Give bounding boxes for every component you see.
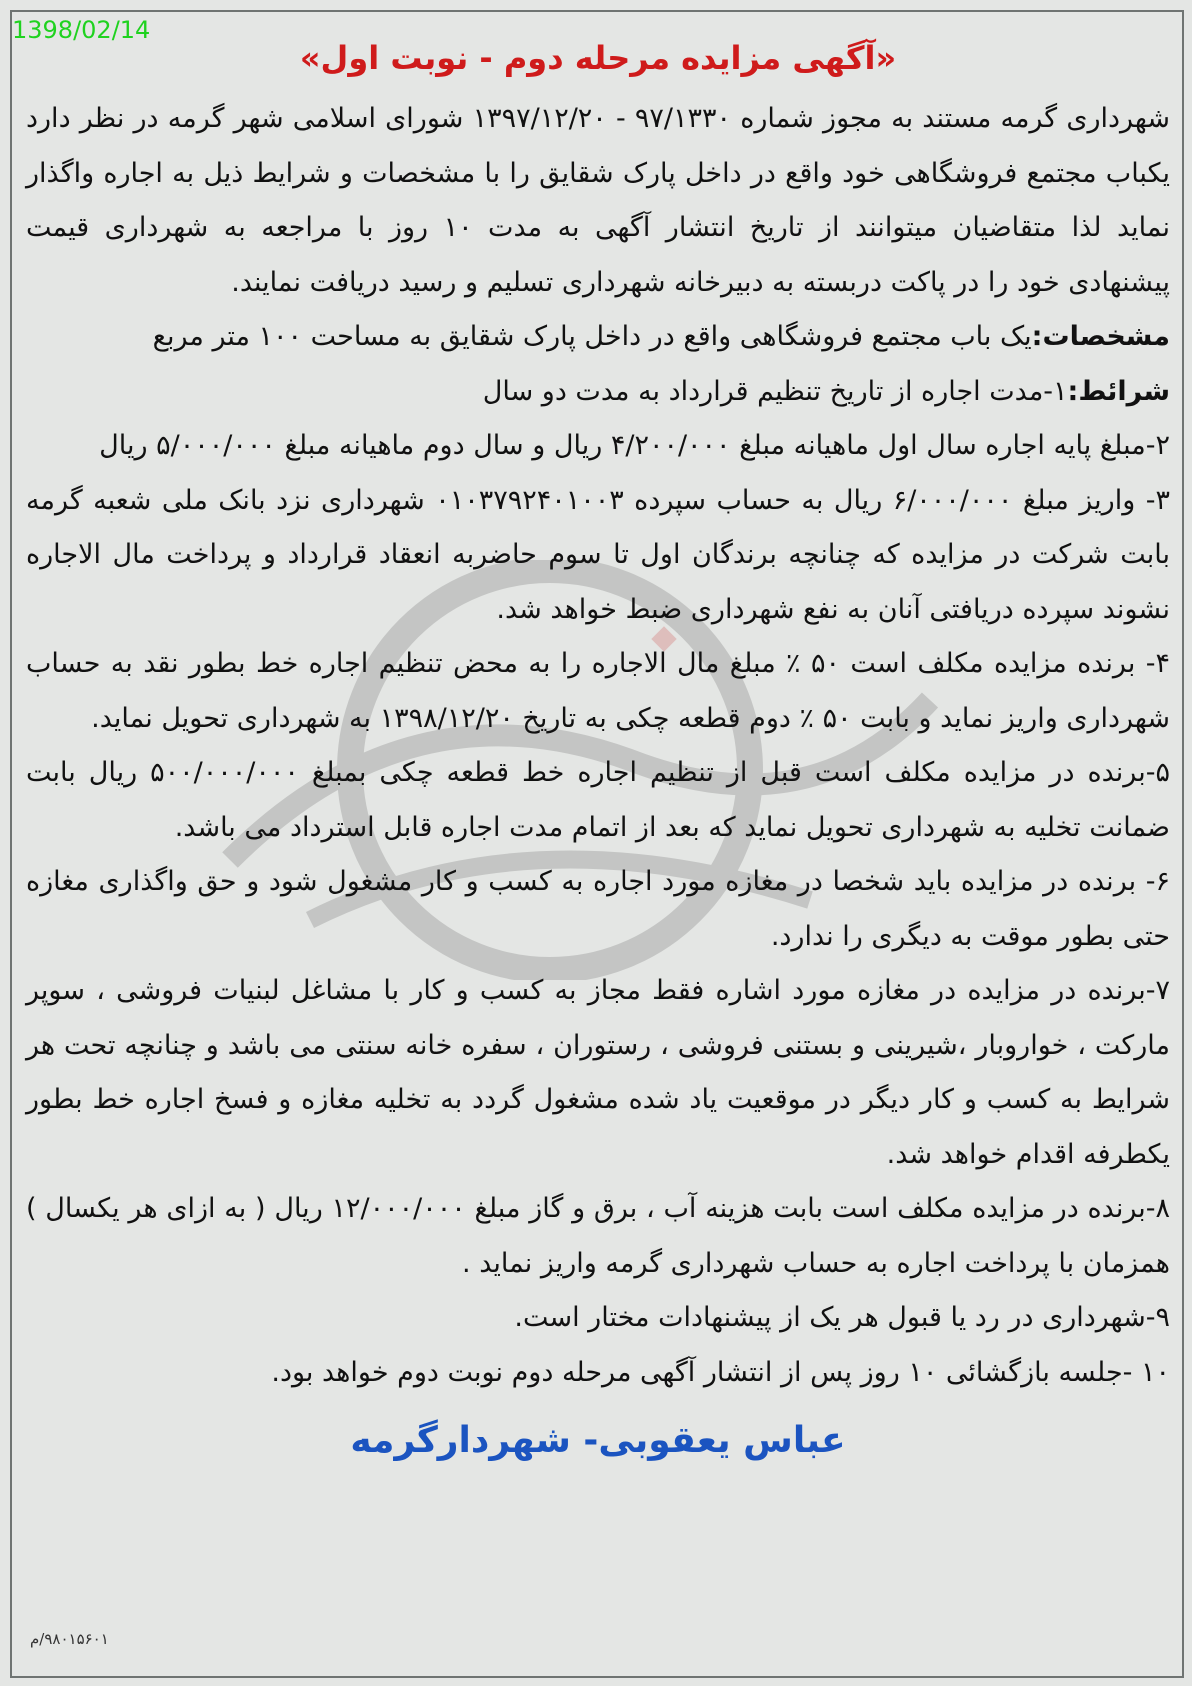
conditions-line: [26, 365, 1170, 420]
notice-content: [26, 38, 1170, 1468]
specs-label: مشخصات:: [1031, 321, 1170, 352]
notice-title: «آگهی مزایده مرحله دوم - نوبت اول»: [299, 39, 897, 77]
condition-1: ۱-مدت اجاره از تاریخ تنظیم قرارداد به مدت دو سال: [482, 375, 1068, 407]
condition-5: ۵-برنده در مزایده مکلف است قبل از تنظیم اجاره خط قطعه چکی بمبلغ ۵۰۰/۰۰۰/۰۰۰ ریال بابت ضمانت تخلیه به شهرداری تحویل نماید که بعد از اتمام مدت اجاره قابل استرداد می باشد.: [26, 757, 1170, 843]
condition-4: ۴- برنده مزایده مکلف است ۵۰ ٪ مبلغ مال الاجاره را به محض تنظیم اجاره خط بطور نقد به حساب شهرداری واریز نماید و بابت ۵۰ ٪ دوم قطعه چکی به تاریخ ۱۳۹۸/۱۲/۲۰ به شهرداری تحویل نماید.: [26, 648, 1170, 734]
condition-3: ۳- واریز مبلغ ۶/۰۰۰/۰۰۰ ریال به حساب سپرده ۰۱۰۳۷۹۲۴۰۱۰۰۳ شهرداری نزد بانک ملی شعبه گرمه بابت شرکت در مزایده که چنانچه برندگان اول تا سوم حاضربه انعقاد قرارداد و پرداخت مال الاجاره نشوند سپرده دریافتی آنان به نفع شهرداری ضبط خواهد شد.: [26, 484, 1170, 625]
condition-7: ۷-برنده در مزایده در مغازه مورد اشاره فقط مجاز به کسب و کار با مشاغل لبنیات فروشی ، سوپر مارکت ، خواروبار ،شیرینی و بستنی فروشی ، رستوران ، سفره خانه سنتی می باشد و چنانچه تحت هر شرایط به کسب و کار دیگر در موقعیت یاد شده مشغول گردد به تخلیه مغازه و فسخ اجاره خط بطور یکطرفه اقدام خواهد شد.: [26, 975, 1170, 1170]
condition-2: ۲-مبلغ پایه اجاره سال اول ماهیانه مبلغ ۴/۲۰۰/۰۰۰ ریال و سال دوم ماهیانه مبلغ ۵/۰۰۰/۰۰۰ ریال: [99, 430, 1170, 461]
condition-8: ۸-برنده در مزایده مکلف است بابت هزینه آب ، برق و گاز مبلغ ۱۲/۰۰۰/۰۰۰ ریال ( به ازای هر یکسال ) همزمان با پرداخت اجاره به حساب شهرداری گرمه واریز نماید .: [26, 1193, 1171, 1279]
specs-line: [26, 310, 1170, 365]
publication-code: ۹۸۰۱۵۶۰۱/م: [30, 1630, 109, 1648]
condition-9: ۹-شهرداری در رد یا قبول هر یک از پیشنهادات مختار است.: [514, 1302, 1170, 1333]
signature: عباس یعقوبی- شهردارگرمه: [350, 1420, 846, 1461]
specs-text: یک باب مجتمع فروشگاهی واقع در داخل پارک شقایق به مساحت ۱۰۰ متر مربع: [152, 321, 1032, 352]
date-stamp: 1398/02/14: [12, 16, 151, 44]
conditions-label: شرائط:: [1067, 375, 1170, 407]
condition-10: ۱۰ -جلسه بازگشائی ۱۰ روز پس از انتشار آگهی مرحله دوم نوبت دوم خواهد بود.: [271, 1356, 1170, 1388]
condition-6: ۶- برنده در مزایده باید شخصا در مغازه مورد اجاره به کسب و کار مشغول شود و حق واگذاری مغازه حتی بطور موقت به دیگری را ندارد.: [26, 866, 1170, 952]
intro-paragraph: شهرداری گرمه مستند به مجوز شماره ۹۷/۱۳۳۰ - ۱۳۹۷/۱۲/۲۰ شورای اسلامی شهر گرمه در نظر دارد یکباب مجتمع فروشگاهی خود واقع در داخل پارک شقایق را با مشخصات و شرایط ذیل به اجاره واگذار نماید لذا متقاضیان میتوانند از تاریخ انتشار آگهی به مدت ۱۰ روز با مراجعه به شهرداری قیمت پیشنهادی خود را در پاکت دربسته به دبیرخانه شهرداری تسلیم و رسید دریافت نمایند.: [26, 103, 1170, 298]
